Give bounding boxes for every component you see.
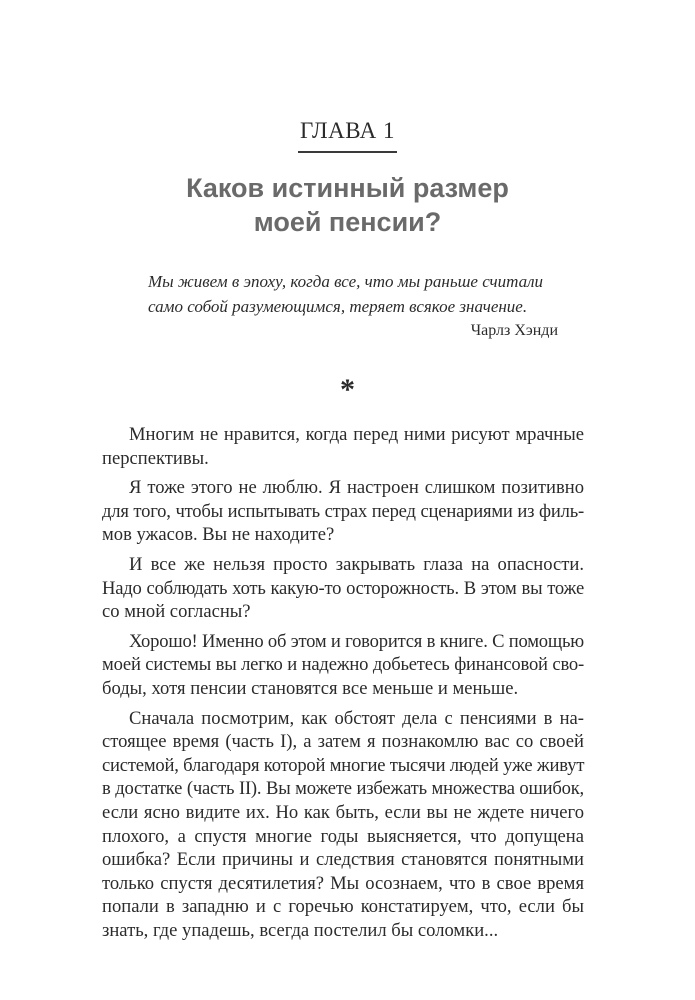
paragraph xyxy=(102,476,584,547)
text-line: если ясно видите их. Но как быть, если вы не ждете ничего xyxy=(102,801,584,823)
text-line: ошибка? Если причины и следствия становятся понятными xyxy=(102,849,584,871)
text-line: Сначала посмотрим, как обстоят дела с пенсиями в на- xyxy=(129,707,584,729)
text-line: перспективы. xyxy=(102,447,209,469)
text-line: в достатке (часть II). Вы можете избежать множества ошибок, xyxy=(102,778,584,800)
text-line: боды, хотя пенсии становятся все меньше и меньше. xyxy=(102,677,519,699)
chapter-label xyxy=(0,117,695,153)
text-line: попали в западню и с горечью констатируем, что, если бы xyxy=(102,896,584,918)
section-separator: * xyxy=(340,373,355,406)
text-line: Я тоже этого не люблю. Я настроен слишком позитивно xyxy=(129,477,584,499)
text-line: системой, благодаря которой многие тысячи людей уже живут xyxy=(102,754,585,776)
epigraph-author: Чарлз Хэнди xyxy=(470,322,558,339)
body-text xyxy=(102,423,584,948)
epigraph xyxy=(148,269,560,319)
text-line: Многим не нравится, когда перед ними рисуют мрачные xyxy=(129,424,584,445)
text-line: моей системы вы легко и надежно добьетесь финансовой сво- xyxy=(102,654,584,676)
chapter-label-text: ГЛАВА 1 xyxy=(298,117,397,153)
text-line: для того, чтобы испытывать страх перед сценариями из филь- xyxy=(102,500,584,522)
text-line: со мной согласны? xyxy=(102,601,251,623)
text-line: знать, где упадешь, всегда постелил бы соломки... xyxy=(102,919,499,941)
text-line: И все же нельзя просто закрывать глаза на опасности. xyxy=(129,553,584,575)
paragraph xyxy=(102,423,584,470)
chapter-title-line: Каков истинный размер xyxy=(186,173,509,203)
epigraph-line: Мы живем в эпоху, когда все, что мы раньше считали xyxy=(148,272,544,291)
text-line: плохого, а спустя многие годы выясняется, что допущена xyxy=(102,825,584,847)
text-line: стоящее время (часть I), а затем я познакомлю вас со своей xyxy=(102,731,584,753)
chapter-title-line: моей пенсии? xyxy=(253,207,442,237)
paragraph xyxy=(102,630,584,701)
paragraph xyxy=(102,553,584,624)
text-line: Хорошо! Именно об этом и говорится в книге. С помощью xyxy=(129,630,584,652)
text-line: мов ужасов. Вы не находите? xyxy=(102,524,335,546)
epigraph-line: само собой разумеющимся, теряет всякое значение. xyxy=(148,297,528,316)
chapter-title xyxy=(0,171,695,239)
text-line: только спустя десятилетия? Мы осознаем, что в свое время xyxy=(102,872,584,894)
paragraph xyxy=(102,707,584,943)
text-line: Надо соблюдать хоть какую-то осторожность. В этом вы тоже xyxy=(102,577,584,599)
